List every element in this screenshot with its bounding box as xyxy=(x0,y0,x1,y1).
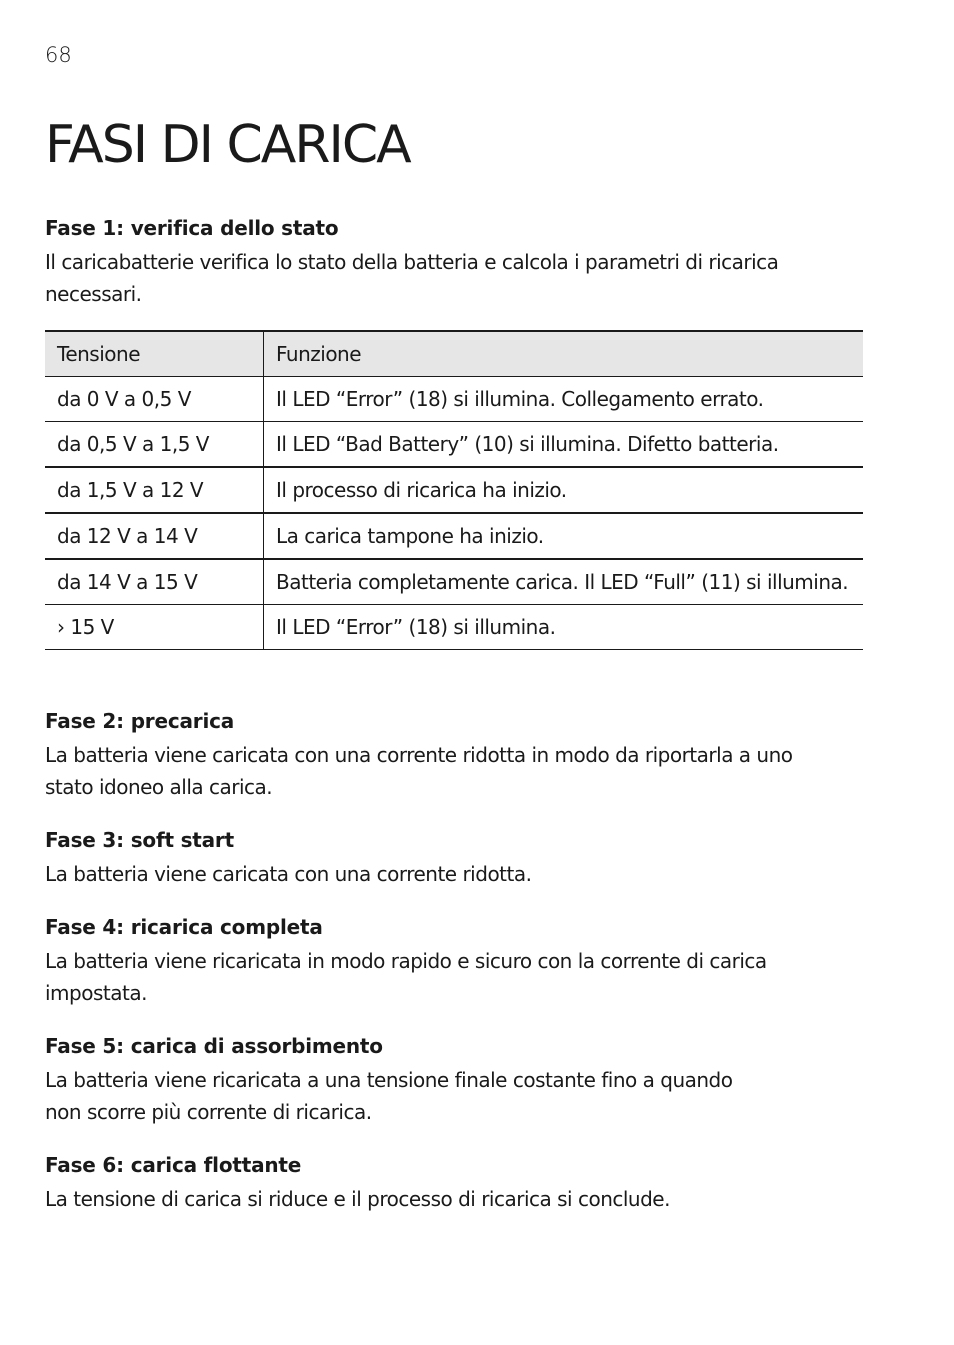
phase-5-text: La batteria viene ricaricata a una tensione finale costante fino a quando non scorre più corrente di ricarica. xyxy=(45,1068,733,1124)
voltage-function-table xyxy=(45,330,863,650)
table-row xyxy=(45,422,863,468)
tension-cell: da 0 V a 0,5 V xyxy=(45,377,264,422)
phase-4-heading: Fase 4: ricarica completa xyxy=(45,915,323,939)
table-header-row xyxy=(45,331,863,377)
column-header-tension: Tensione xyxy=(45,331,264,377)
phase-5-heading: Fase 5: carica di assorbimento xyxy=(45,1034,383,1058)
phase-3-section xyxy=(45,825,865,890)
phase-4-text: La batteria viene ricaricata in modo rapido e sicuro con la corrente di carica impostata. xyxy=(45,949,767,1005)
table-row xyxy=(45,559,863,605)
function-cell: Il LED “Bad Battery” (10) si illumina. Difetto batteria. xyxy=(264,422,864,468)
page-title: FASI DI CARICA xyxy=(45,115,410,175)
phase-2-text: La batteria viene caricata con una corrente ridotta in modo da riportarla a uno stato idoneo alla carica. xyxy=(45,743,793,799)
phase-4-section xyxy=(45,912,865,1009)
phase-6-heading: Fase 6: carica flottante xyxy=(45,1153,302,1177)
phase-5-section xyxy=(45,1031,865,1128)
phase-2-section xyxy=(45,706,865,803)
phase-6-section xyxy=(45,1150,865,1215)
tension-cell: da 1,5 V a 12 V xyxy=(45,467,264,513)
phase-1-section xyxy=(45,213,865,310)
phase-3-heading: Fase 3: soft start xyxy=(45,828,234,852)
function-cell: La carica tampone ha inizio. xyxy=(264,513,864,559)
tension-cell: › 15 V xyxy=(45,605,264,650)
table-row xyxy=(45,377,863,422)
table-row xyxy=(45,605,863,650)
phase-1-heading: Fase 1: verifica dello stato xyxy=(45,216,339,240)
function-cell: Il LED “Error” (18) si illumina. xyxy=(264,605,864,650)
tension-cell: da 12 V a 14 V xyxy=(45,513,264,559)
column-header-function: Funzione xyxy=(264,331,864,377)
phase-1-text: Il caricabatterie verifica lo stato della batteria e calcola i parametri di ricarica necessari. xyxy=(45,250,779,306)
tension-cell: da 14 V a 15 V xyxy=(45,559,264,605)
table-row xyxy=(45,467,863,513)
table-row xyxy=(45,513,863,559)
phase-3-text: La batteria viene caricata con una corrente ridotta. xyxy=(45,862,532,886)
function-cell: Il processo di ricarica ha inizio. xyxy=(264,467,864,513)
function-cell: Il LED “Error” (18) si illumina. Collegamento errato. xyxy=(264,377,864,422)
tension-cell: da 0,5 V a 1,5 V xyxy=(45,422,264,468)
phase-2-heading: Fase 2: precarica xyxy=(45,709,235,733)
function-cell: Batteria completamente carica. Il LED “Full” (11) si illumina. xyxy=(264,559,864,605)
page-number: 68 xyxy=(45,43,72,67)
phase-6-text: La tensione di carica si riduce e il processo di ricarica si conclude. xyxy=(45,1187,670,1211)
